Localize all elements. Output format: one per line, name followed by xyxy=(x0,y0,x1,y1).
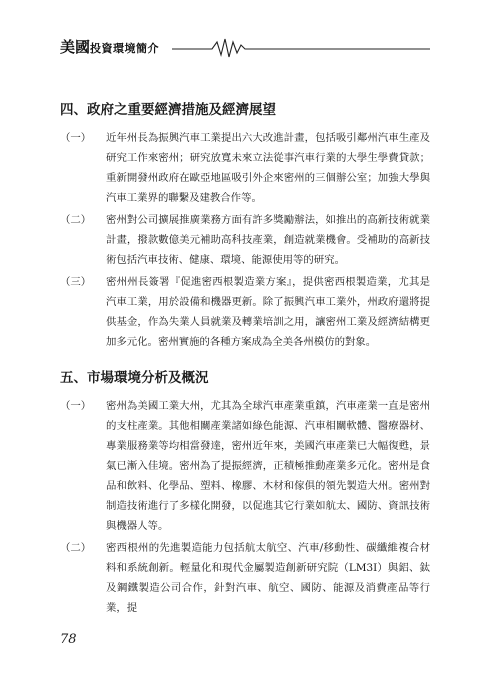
section-title: 四、政府之重要經濟措施及經濟展望 xyxy=(60,102,276,118)
header-title-sub: 投資環境簡介 xyxy=(90,42,160,55)
item-list xyxy=(60,128,430,352)
page-number: 78 xyxy=(60,632,77,647)
item-list xyxy=(60,396,430,618)
item-text: 密州州長簽署『促進密西根製造業方案』，提供密西根製造業，尤其是汽車工業，用於設備和機器更新。除了振興汽車工業外，州政府還將提供基金，作為失業人員就業及轉業培訓之用，讓密州工業及經濟結構更加多元化。密州實施的各種方案成為全美各州模仿的對象。 xyxy=(106,276,430,348)
page-body xyxy=(60,100,430,620)
running-header xyxy=(60,36,430,58)
item-text: 近年州長為振興汽車工業提出六大改進計畫，包括吸引鄰州汽車生產及研究工作來密州；研究放寬未來立法從事汽車行業的大學生學費貸款；重新開發州政府在歐亞地區吸引外企來密州的三個辦公室；加強大學與汽車工業界的聯繫及建教合作等。 xyxy=(106,132,430,204)
list-item xyxy=(60,272,430,352)
item-number: （二） xyxy=(60,542,92,554)
header-title-main: 美國 xyxy=(60,38,91,56)
item-text: 密西根州的先進製造能力包括航太航空、汽車/移動性、碳纖維複合材料和系統創新。輕量化和現代金屬製造創新研究院（LM3I）與鋁、鈦及鋼鐵製造公司合作，針對汽車、航空、國防、能源及消費產品等行業，提 xyxy=(106,542,430,614)
section-title: 五、市場環境分析及概況 xyxy=(60,370,209,386)
list-item xyxy=(60,128,430,208)
list-item xyxy=(60,538,430,618)
item-number: （二） xyxy=(60,214,92,226)
item-text: 密州對公司擴展推廣業務方面有許多獎勵辦法，如推出的高新技術就業計畫，撥款數億美元補助高科技產業，創造就業機會。受補助的高新技術包括汽車技術、健康、環境、能源使用等的研究。 xyxy=(106,214,430,266)
item-number: （一） xyxy=(60,132,92,144)
section-spacer xyxy=(60,354,430,368)
header-title xyxy=(60,36,159,57)
list-item xyxy=(60,210,430,270)
item-text: 密州為美國工業大州，尤其為全球汽車產業重鎮，汽車產業一直是密州的支柱產業。其他相關產業諸如綠色能源、汽車相關軟體、醫療器材、專業服務業等均相當發達，密州近年來，美國汽車產業已大幅復甦，景氣已漸入佳境。密州為了提振經濟，正積極推動產業多元化。密州是食品和飲料、化學品、塑料、橡膠、木材和傢俱的領先製造大州。密州對制造技術進行了多樣化開發，以促進其它行業如航太、國防、資訊技術與機器人等。 xyxy=(106,400,430,532)
item-number: （三） xyxy=(60,276,92,288)
item-number: （一） xyxy=(60,400,92,412)
list-item xyxy=(60,396,430,536)
